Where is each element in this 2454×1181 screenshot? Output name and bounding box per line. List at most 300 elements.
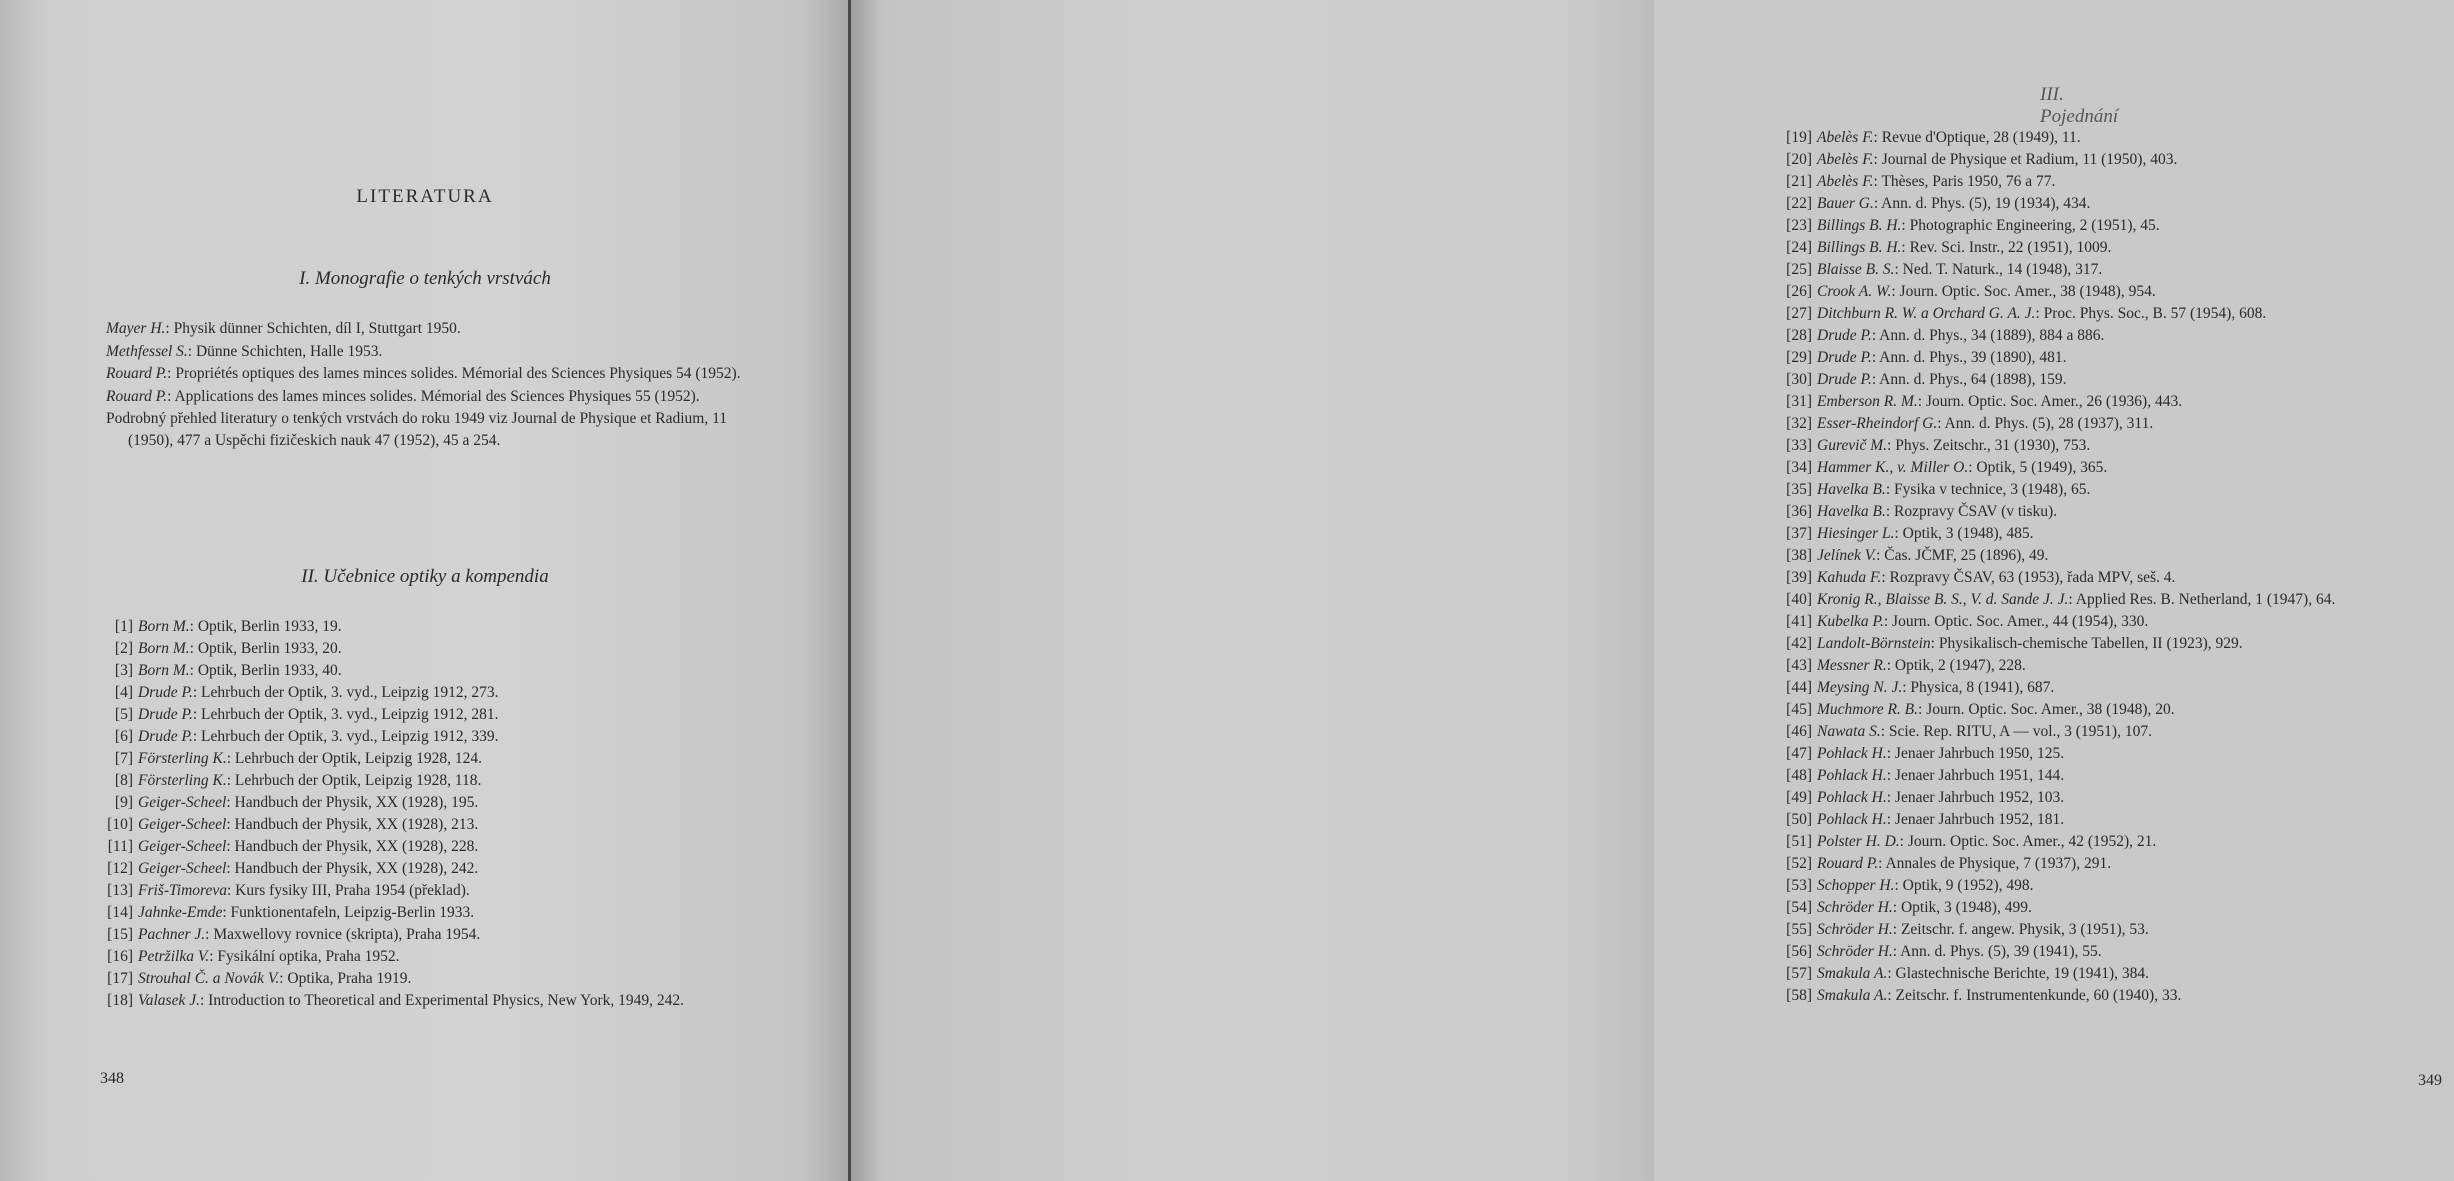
reference-item: [1778, 963, 2454, 985]
reference-number: [45]: [1786, 701, 1812, 718]
reference-number: [19]: [1786, 129, 1812, 146]
reference-text: [133, 924, 772, 946]
reference-text: [1812, 721, 2454, 743]
reference-text: [133, 902, 772, 924]
reference-item: [100, 616, 772, 638]
reference-number: [23]: [1786, 217, 1812, 234]
reference-item: [1778, 215, 2454, 237]
reference-item: [1778, 171, 2454, 193]
reference-citation: : Journ. Optic. Soc. Amer., 42 (1952), 21.: [1899, 833, 2157, 850]
reference-item: [1778, 523, 2454, 545]
reference-item: [1778, 853, 2454, 875]
reference-citation: : Handbuch der Physik, XX (1928), 213.: [226, 816, 479, 833]
reference-citation: : Journ. Optic. Soc. Amer., 38 (1948), 20.: [1918, 701, 2175, 718]
reference-text: [1812, 259, 2454, 281]
reference-item: [1778, 149, 2454, 171]
reference-author: Bauer G.: [1817, 195, 1874, 212]
monograph-item: [106, 318, 774, 340]
reference-author: Kubelka P.: [1817, 613, 1884, 630]
reference-citation: : Rev. Sci. Instr., 22 (1951), 1009.: [1901, 239, 2112, 256]
reference-item: [100, 946, 772, 968]
reference-number: [2]: [114, 640, 133, 657]
reference-citation: : Lehrbuch der Optik, Leipzig 1928, 118.: [226, 772, 482, 789]
reference-text: [133, 858, 772, 880]
reference-citation: : Introduction to Theoretical and Experimental Physics, New York, 1949, 242.: [199, 992, 684, 1009]
reference-number: [10]: [107, 816, 133, 833]
reference-item: [100, 814, 772, 836]
reference-item: [100, 990, 772, 1012]
page-number-right: 349: [2418, 1072, 2442, 1089]
reference-author: Hammer K., v. Miller O.: [1817, 459, 1969, 476]
reference-author: Billings B. H.: [1817, 239, 1902, 256]
reference-item: [1778, 633, 2454, 655]
reference-citation: : Rozpravy ČSAV, 63 (1953), řada MPV, seš. 4.: [1881, 569, 2176, 586]
reference-number: [40]: [1786, 591, 1812, 608]
right-page: [850, 0, 2442, 1181]
reference-item: [1778, 655, 2454, 677]
reference-text: [1812, 193, 2454, 215]
reference-text: [1812, 963, 2454, 985]
reference-text: [1812, 391, 2454, 413]
reference-item: [1778, 721, 2454, 743]
reference-citation: : Jenaer Jahrbuch 1952, 181.: [1886, 811, 2065, 828]
reference-number: [25]: [1786, 261, 1812, 278]
reference-text: [1812, 303, 2454, 325]
reference-citation: : Journ. Optic. Soc. Amer., 44 (1954), 330.: [1883, 613, 2149, 630]
reference-item: [100, 770, 772, 792]
reference-author: Billings B. H.: [1817, 217, 1902, 234]
reference-author: Smakula A.: [1817, 965, 1888, 982]
reference-author: Försterling K.: [138, 750, 227, 767]
reference-number: [27]: [1786, 305, 1812, 322]
reference-author: Nawata S.: [1817, 723, 1881, 740]
reference-item: [1778, 875, 2454, 897]
reference-item: [1778, 369, 2454, 391]
reference-text: [1812, 479, 2454, 501]
reference-number: [26]: [1786, 283, 1812, 300]
reference-author: Kronig R., Blaisse B. S., V. d. Sande J. J.: [1817, 591, 2069, 608]
reference-author: Drude P.: [138, 706, 193, 723]
monograph-author: Rouard P.: [106, 365, 168, 382]
reference-item: [1778, 831, 2454, 853]
reference-text: [133, 616, 772, 638]
reference-text: [1812, 369, 2454, 391]
reference-citation: : Čas. JČMF, 25 (1896), 49.: [1876, 547, 2049, 564]
monograph-text: : Physik dünner Schichten, díl I, Stuttgart 1950.: [165, 320, 461, 337]
reference-author: Havelka B.: [1817, 481, 1886, 498]
reference-item: [1778, 347, 2454, 369]
reference-number: [13]: [107, 882, 133, 899]
reference-author: Messner R.: [1817, 657, 1887, 674]
reference-text: [1812, 853, 2454, 875]
reference-author: Drude P.: [138, 684, 193, 701]
reference-text: [1812, 281, 2454, 303]
reference-item: [100, 836, 772, 858]
reference-citation: : Optik, 3 (1948), 499.: [1892, 899, 2032, 916]
reference-item: [100, 682, 772, 704]
reference-item: [1778, 985, 2454, 1007]
reference-number: [21]: [1786, 173, 1812, 190]
reference-text: [1812, 347, 2454, 369]
reference-number: [35]: [1786, 481, 1812, 498]
reference-citation: : Applied Res. B. Netherland, 1 (1947), 64.: [2068, 591, 2336, 608]
reference-text: [1812, 215, 2454, 237]
reference-citation: : Jenaer Jahrbuch 1950, 125.: [1886, 745, 2065, 762]
reference-item: [1778, 457, 2454, 479]
reference-text: [1812, 809, 2454, 831]
reference-author: Pohlack H.: [1817, 811, 1887, 828]
reference-item: [100, 858, 772, 880]
reference-author: Rouard P.: [1817, 855, 1879, 872]
reference-author: Born M.: [138, 618, 190, 635]
reference-author: Försterling K.: [138, 772, 227, 789]
reference-item: [100, 880, 772, 902]
reference-item: [1778, 677, 2454, 699]
reference-number: [12]: [107, 860, 133, 877]
reference-item: [1778, 435, 2454, 457]
reference-number: [48]: [1786, 767, 1812, 784]
reference-number: [43]: [1786, 657, 1812, 674]
reference-citation: : Ann. d. Phys., 34 (1889), 884 a 886.: [1871, 327, 2105, 344]
reference-citation: : Optik, Berlin 1933, 40.: [189, 662, 342, 679]
reference-citation: : Ann. d. Phys. (5), 28 (1937), 311.: [1937, 415, 2154, 432]
reference-citation: : Ann. d. Phys., 39 (1890), 481.: [1871, 349, 2067, 366]
reference-item: [1778, 611, 2454, 633]
reference-number: [58]: [1786, 987, 1812, 1004]
reference-author: Polster H. D.: [1817, 833, 1900, 850]
reference-text: [133, 682, 772, 704]
reference-number: [16]: [107, 948, 133, 965]
reference-number: [20]: [1786, 151, 1812, 168]
monograph-item: [106, 341, 774, 363]
reference-item: [1778, 391, 2454, 413]
reference-text: [1812, 743, 2454, 765]
reference-number: [53]: [1786, 877, 1812, 894]
reference-item: [1778, 809, 2454, 831]
reference-text: [1812, 765, 2454, 787]
reference-item: [1778, 589, 2454, 611]
reference-citation: : Revue d'Optique, 28 (1949), 11.: [1873, 129, 2081, 146]
reference-item: [1778, 193, 2454, 215]
reference-text: [1812, 655, 2454, 677]
reference-item: [100, 902, 772, 924]
reference-text: [133, 660, 772, 682]
reference-author: Emberson R. M.: [1817, 393, 1918, 410]
monograph-text: : Applications des lames minces solides. Mémorial des Sciences Physiques 55 (1952).: [167, 387, 700, 405]
reference-item: [1778, 567, 2454, 589]
reference-author: Schröder H.: [1817, 921, 1893, 938]
monograph-item: [106, 386, 774, 408]
reference-item: [1778, 919, 2454, 941]
reference-number: [50]: [1786, 811, 1812, 828]
monograph-author: Rouard P.: [106, 387, 168, 405]
page-number-left: 348: [100, 1070, 124, 1087]
reference-author: Drude P.: [1817, 349, 1872, 366]
reference-author: Pohlack H.: [1817, 789, 1887, 806]
reference-number: [9]: [114, 794, 133, 811]
reference-author: Abelès F.: [1817, 129, 1874, 146]
reference-number: [4]: [114, 684, 133, 701]
reference-text: [1812, 941, 2454, 963]
reference-text: [133, 770, 772, 792]
reference-text: [1812, 149, 2454, 171]
reference-text: [133, 836, 772, 858]
reference-citation: : Proc. Phys. Soc., B. 57 (1954), 608.: [2035, 305, 2267, 322]
reference-citation: : Zeitschr. f. Instrumentenkunde, 60 (1940), 33.: [1887, 987, 2182, 1004]
reference-text: [1812, 171, 2454, 193]
reference-number: [36]: [1786, 503, 1812, 520]
reference-author: Strouhal Č. a Novák V.: [138, 970, 280, 987]
reference-citation: : Glastechnische Berichte, 19 (1941), 384.: [1887, 965, 2150, 982]
reference-number: [42]: [1786, 635, 1812, 652]
monograph-text: : Propriétés optiques des lames minces solides. Mémorial des Sciences Physiques 54 (1952).: [167, 365, 741, 382]
reference-number: [51]: [1786, 833, 1812, 850]
reference-number: [30]: [1786, 371, 1812, 388]
reference-item: [1778, 897, 2454, 919]
reference-text: [1812, 699, 2454, 721]
reference-citation: : Optik, Berlin 1933, 20.: [189, 640, 342, 657]
reference-author: Geiger-Scheel: [138, 860, 227, 877]
reference-citation: : Journ. Optic. Soc. Amer., 26 (1936), 443.: [1917, 393, 2183, 410]
reference-citation: : Lehrbuch der Optik, 3. vyd., Leipzig 1912, 281.: [192, 706, 499, 723]
reference-citation: : Photographic Engineering, 2 (1951), 45.: [1901, 217, 2160, 234]
reference-item: [100, 792, 772, 814]
reference-item: [1778, 259, 2454, 281]
reference-number: [3]: [114, 662, 133, 679]
reference-author: Drude P.: [138, 728, 193, 745]
monograph-author: Methfessel S.: [106, 342, 188, 360]
reference-number: [46]: [1786, 723, 1812, 740]
reference-item: [1778, 743, 2454, 765]
reference-item: [1778, 545, 2454, 567]
reference-number: [29]: [1786, 349, 1812, 366]
reference-item: [1778, 765, 2454, 787]
reference-number: [49]: [1786, 789, 1812, 806]
monograph-text: Podrobný přehled literatury o tenkých vrstvách do roku 1949 viz Journal de Physique et Radium, 11 (1950), 477 a Uspěchi fizičeskich nauk 47 (1952), 45 a 254.: [106, 410, 728, 449]
reference-author: Pohlack H.: [1817, 767, 1887, 784]
reference-text: [133, 946, 772, 968]
reference-author: Crook A. W.: [1817, 283, 1892, 300]
reference-citation: : Scie. Rep. RITU, A — vol., 3 (1951), 107.: [1880, 723, 2152, 740]
reference-citation: : Fysika v technice, 3 (1948), 65.: [1885, 481, 2091, 498]
reference-citation: : Ned. T. Naturk., 14 (1948), 317.: [1894, 261, 2103, 278]
reference-author: Gurevič M.: [1817, 437, 1888, 454]
reference-author: Friš-Timoreva: [138, 882, 227, 899]
reference-text: [1812, 985, 2454, 1007]
reference-text: [1812, 611, 2454, 633]
reference-item: [1778, 413, 2454, 435]
reference-item: [1778, 479, 2454, 501]
reference-text: [133, 704, 772, 726]
reference-item: [1778, 699, 2454, 721]
reference-number: [1]: [114, 618, 133, 635]
reference-citation: : Kurs fysiky III, Praha 1954 (překlad).: [226, 882, 470, 899]
reference-number: [56]: [1786, 943, 1812, 960]
reference-number: [18]: [107, 992, 133, 1009]
reference-text: [133, 792, 772, 814]
reference-citation: : Ann. d. Phys. (5), 19 (1934), 434.: [1873, 195, 2091, 212]
reference-author: Pohlack H.: [1817, 745, 1887, 762]
reference-citation: : Optik, 3 (1948), 485.: [1894, 525, 2034, 542]
reference-item: [100, 660, 772, 682]
reference-author: Geiger-Scheel: [138, 794, 227, 811]
reference-author: Drude P.: [1817, 371, 1872, 388]
reference-citation: : Handbuch der Physik, XX (1928), 228.: [226, 838, 479, 855]
section-title-textbooks: II. Učebnice optiky a kompendia: [301, 566, 549, 587]
reference-number: [14]: [107, 904, 133, 921]
reference-number: [8]: [114, 772, 133, 789]
reference-citation: : Lehrbuch der Optik, 3. vyd., Leipzig 1912, 273.: [192, 684, 499, 701]
monograph-list: [106, 318, 774, 452]
reference-text: [1812, 545, 2454, 567]
reference-text: [1812, 919, 2454, 941]
book-gutter: [848, 0, 851, 1181]
reference-text: [1812, 127, 2454, 149]
reference-number: [37]: [1786, 525, 1812, 542]
reference-author: Geiger-Scheel: [138, 816, 227, 833]
reference-item: [1778, 303, 2454, 325]
reference-author: Blaisse B. S.: [1817, 261, 1895, 278]
reference-citation: : Optik, 2 (1947), 228.: [1886, 657, 2026, 674]
reference-text: [133, 880, 772, 902]
reference-text: [133, 638, 772, 660]
reference-author: Schopper H.: [1817, 877, 1895, 894]
reference-author: Ditchburn R. W. a Orchard G. A. J.: [1817, 305, 2036, 322]
reference-citation: : Journal de Physique et Radium, 11 (1950), 403.: [1873, 151, 2178, 168]
reference-text: [1812, 677, 2454, 699]
reference-item: [1778, 325, 2454, 347]
reference-text: [1812, 325, 2454, 347]
reference-number: [32]: [1786, 415, 1812, 432]
reference-number: [55]: [1786, 921, 1812, 938]
reference-citation: : Handbuch der Physik, XX (1928), 195.: [226, 794, 479, 811]
reference-author: Abelès F.: [1817, 151, 1874, 168]
reference-text: [1812, 589, 2454, 611]
reference-text: [1812, 633, 2454, 655]
reference-item: [1778, 787, 2454, 809]
reference-text: [1812, 523, 2454, 545]
reference-author: Meysing N. J.: [1817, 679, 1903, 696]
reference-number: [7]: [114, 750, 133, 767]
reference-item: [100, 924, 772, 946]
reference-item: [1778, 501, 2454, 523]
reference-citation: : Annales de Physique, 7 (1937), 291.: [1878, 855, 2112, 872]
reference-author: Born M.: [138, 662, 190, 679]
monograph-item: [106, 408, 774, 451]
reference-item: [1778, 237, 2454, 259]
reference-citation: : Thèses, Paris 1950, 76 a 77.: [1873, 173, 2056, 190]
reference-author: Havelka B.: [1817, 503, 1886, 520]
reference-number: [28]: [1786, 327, 1812, 344]
reference-number: [54]: [1786, 899, 1812, 916]
reference-number: [17]: [107, 970, 133, 987]
reference-text: [133, 726, 772, 748]
reference-citation: : Physica, 8 (1941), 687.: [1902, 679, 2055, 696]
reference-text: [1812, 897, 2454, 919]
reference-text: [1812, 413, 2454, 435]
reference-author: Hiesinger L.: [1817, 525, 1895, 542]
reference-number: [38]: [1786, 547, 1812, 564]
reference-item: [100, 704, 772, 726]
reference-text: [1812, 435, 2454, 457]
left-page: [0, 0, 850, 1181]
reference-author: Petržilka V.: [138, 948, 210, 965]
reference-number: [34]: [1786, 459, 1812, 476]
reference-item: [100, 638, 772, 660]
reference-author: Geiger-Scheel: [138, 838, 227, 855]
reference-text: [1812, 787, 2454, 809]
reference-number: [22]: [1786, 195, 1812, 212]
reference-author: Esser-Rheindorf G.: [1817, 415, 1938, 432]
reference-number: [39]: [1786, 569, 1812, 586]
reference-author: Schröder H.: [1817, 943, 1893, 960]
reference-author: Pachner J.: [138, 926, 206, 943]
reference-citation: : Phys. Zeitschr., 31 (1930), 753.: [1887, 437, 2091, 454]
running-head: III. Pojednání: [2040, 84, 2119, 127]
reference-citation: : Ann. d. Phys. (5), 39 (1941), 55.: [1892, 943, 2102, 960]
reference-text: [1812, 501, 2454, 523]
reference-number: [47]: [1786, 745, 1812, 762]
reference-author: Jelínek V.: [1817, 547, 1877, 564]
reference-citation: : Zeitschr. f. angew. Physik, 3 (1951), 53.: [1892, 921, 2149, 938]
reference-item: [1778, 127, 2454, 149]
reference-number: [15]: [107, 926, 133, 943]
reference-number: [24]: [1786, 239, 1812, 256]
reference-citation: : Optika, Praha 1919.: [279, 970, 412, 987]
reference-text: [133, 814, 772, 836]
section-title-monographs: I. Monografie o tenkých vrstvách: [299, 268, 551, 289]
reference-citation: : Rozpravy ČSAV (v tisku).: [1885, 503, 2058, 520]
reference-text: [133, 990, 772, 1012]
reference-citation: : Jenaer Jahrbuch 1952, 103.: [1886, 789, 2065, 806]
reference-author: Valasek J.: [138, 992, 200, 1009]
reference-item: [100, 968, 772, 990]
reference-number: [41]: [1786, 613, 1812, 630]
reference-author: Smakula A.: [1817, 987, 1888, 1004]
reference-citation: : Funktionentafeln, Leipzig-Berlin 1933.: [222, 904, 475, 921]
reference-citation: : Optik, Berlin 1933, 19.: [189, 618, 342, 635]
reference-citation: : Handbuch der Physik, XX (1928), 242.: [226, 860, 479, 877]
reference-item: [1778, 281, 2454, 303]
reference-list-left: [100, 616, 772, 1012]
reference-number: [33]: [1786, 437, 1812, 454]
reference-text: [133, 748, 772, 770]
reference-text: [1812, 567, 2454, 589]
reference-author: Muchmore R. B.: [1817, 701, 1919, 718]
reference-number: [31]: [1786, 393, 1812, 410]
reference-number: [52]: [1786, 855, 1812, 872]
reference-text: [1812, 831, 2454, 853]
reference-author: Drude P.: [1817, 327, 1872, 344]
reference-number: [5]: [114, 706, 133, 723]
reference-item: [100, 726, 772, 748]
reference-number: [57]: [1786, 965, 1812, 982]
monograph-author: Mayer H.: [106, 320, 166, 337]
reference-item: [100, 748, 772, 770]
reference-author: Landolt-Börnstein: [1817, 635, 1931, 652]
reference-text: [1812, 237, 2454, 259]
reference-citation: : Journ. Optic. Soc. Amer., 38 (1948), 954.: [1891, 283, 2156, 300]
reference-text: [133, 968, 772, 990]
reference-citation: : Maxwellovy rovnice (skripta), Praha 1954.: [205, 926, 481, 943]
reference-citation: : Optik, 5 (1949), 365.: [1968, 459, 2108, 476]
reference-text: [1812, 875, 2454, 897]
reference-number: [11]: [107, 838, 133, 855]
reference-list-right: [1778, 127, 2454, 1007]
monograph-item: [106, 363, 774, 385]
reference-item: [1778, 941, 2454, 963]
reference-citation: : Lehrbuch der Optik, 3. vyd., Leipzig 1912, 339.: [192, 728, 499, 745]
